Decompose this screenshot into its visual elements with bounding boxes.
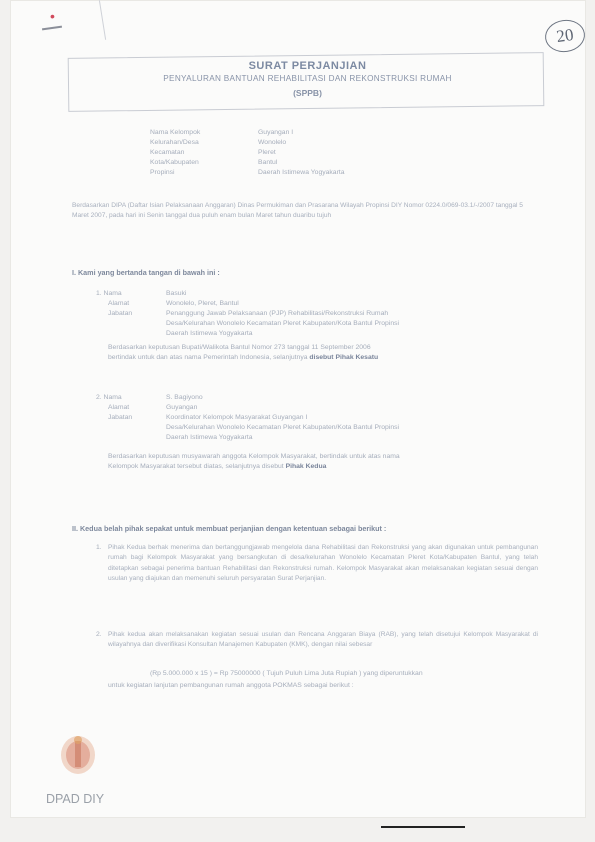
- watermark-text: DPAD DIY: [46, 792, 105, 806]
- item-2-number: 2.: [96, 631, 102, 638]
- dpad-emblem-icon: [56, 731, 100, 777]
- identity-value: Daerah Istimewa Yogyakarta: [258, 169, 345, 176]
- doc-subtitle: PENYALURAN BANTUAN REHABILITASI DAN REKONSTRUKSI RUMAH: [163, 74, 452, 83]
- party1-position-label: Jabatan: [108, 310, 133, 317]
- identity-label: Propinsi: [150, 169, 175, 176]
- party1-name: Basuki: [166, 290, 187, 297]
- party2-role-text: Kelompok Masyarakat tersebut diatas, selanjutnya disebut: [108, 463, 284, 470]
- bottom-rule: [381, 826, 465, 828]
- item-2-text: Pihak kedua akan melaksanakan kegiatan sesuai usulan dan Rencana Anggaran Biaya (RAB), yang telah disetujui Kelompok Masyarakat di wilayahnya dan diverifikasi Konsultan Manajemen Kabupaten (KMK), dengan nilai sebesar: [108, 631, 538, 649]
- identity-label: Nama Kelompok: [150, 129, 201, 136]
- party1-role-bold: disebut Pihak Kesatu: [309, 354, 379, 361]
- intro-paragraph: Berdasarkan DIPA (Daftar Isian Pelaksanaan Anggaran) Dinas Permukiman dan Prasarana Wilayah Propinsi DIY Nomor 0224.0/069-03.1/-/2007 tanggal 5 Maret 2007, pada hari ini Senin tanggal dua puluh enam bulan Maret tahun duaribu tujuh: [72, 202, 523, 220]
- party1-position: Daerah Istimewa Yogyakarta: [166, 330, 253, 337]
- party2-name-label: 2. Nama: [96, 394, 122, 401]
- party1-basis: Berdasarkan keputusan Bupati/Walikota Bantul Nomor 273 tanggal 11 September 2006: [108, 344, 371, 351]
- doc-abbreviation: (SPPB): [293, 88, 322, 98]
- document-page: [10, 0, 586, 818]
- section-2-heading: II. Kedua belah pihak sepakat untuk membuat perjanjian dengan ketentuan sebagai berikut :: [72, 524, 387, 533]
- party1-address-label: Alamat: [108, 300, 130, 307]
- party2-role-bold: Pihak Kedua: [285, 463, 327, 470]
- item-2-tail: untuk kegiatan lanjutan pembangunan rumah anggota POKMAS sebagai berikut :: [108, 682, 354, 689]
- identity-value: Guyangan I: [258, 129, 294, 136]
- section-1-heading: I. Kami yang bertanda tangan di bawah ini :: [72, 268, 220, 277]
- item-1-number: 1.: [96, 544, 102, 551]
- party2-basis: Berdasarkan keputusan musyawarah anggota Kelompok Masyarakat, bertindak untuk atas nama: [108, 453, 400, 460]
- identity-value: Pleret: [258, 149, 276, 156]
- doc-title: SURAT PERJANJIAN: [248, 60, 367, 72]
- party1-role-text: bertindak untuk dan atas nama Pemerintah Indonesia, selanjutnya: [108, 354, 308, 361]
- item-1-text: Pihak Kedua berhak menerima dan bertanggungjawab mengelola dana Rehabilitasi dan Rekonstruksi yang akan digunakan untuk pembangunan rumah bagi Kelompok Masyarakat yang bersangkutan di desa/kelurahan Wonolelo Kecamatan Pleret Kota/Kabupaten Bantul, yang telah ditetapkan sebagai penerima bantuan Rehabilitasi dan Rekonstruksi rumah. Kelompok Masyarakat akan melaksanakan kegiatan sesuai dengan usulan yang diajukan dan memenuhi seluruh persyaratan Surat Perjanjian.: [108, 544, 538, 583]
- party1-address: Wonolelo, Pleret, Bantul: [166, 300, 239, 307]
- party2-address: Guyangan: [166, 404, 198, 411]
- identity-label: Kelurahan/Desa: [150, 139, 199, 146]
- red-mark-icon: •: [50, 8, 55, 24]
- party2-name: S. Bagiyono: [166, 394, 203, 401]
- party2-role-line: [108, 462, 326, 472]
- party2-address-label: Alamat: [108, 404, 130, 411]
- party1-role-line: [108, 353, 378, 363]
- identity-label: Kecamatan: [150, 149, 185, 156]
- identity-value: Wonolelo: [258, 139, 287, 146]
- party1-position: Penanggung Jawab Pelaksanaan (PJP) Rehabilitasi/Rekonstruksi Rumah: [166, 310, 389, 317]
- paper-edge-line: [99, 0, 106, 40]
- page-number: 20: [543, 17, 587, 54]
- party2-position: Daerah Istimewa Yogyakarta: [166, 434, 253, 441]
- identity-label: Kota/Kabupaten: [150, 159, 199, 166]
- party2-position-label: Jabatan: [108, 414, 133, 421]
- item-2-calculation: (Rp 5.000.000 x 15 ) = Rp 75000000 ( Tujuh Puluh Lima Juta Rupiah ) yang diperuntukkan: [150, 670, 423, 677]
- party2-position: Desa/Kelurahan Wonolelo Kecamatan Pleret Kabupaten/Kota Bantul Propinsi: [166, 424, 400, 431]
- party2-position: Koordinator Kelompok Masyarakat Guyangan I: [166, 414, 308, 421]
- party1-name-label: 1. Nama: [96, 290, 122, 297]
- party1-position: Desa/Kelurahan Wonolelo Kecamatan Pleret Kabupaten/Kota Bantul Propinsi: [166, 320, 400, 327]
- pen-scribble: [42, 26, 62, 31]
- identity-value: Bantul: [258, 159, 278, 166]
